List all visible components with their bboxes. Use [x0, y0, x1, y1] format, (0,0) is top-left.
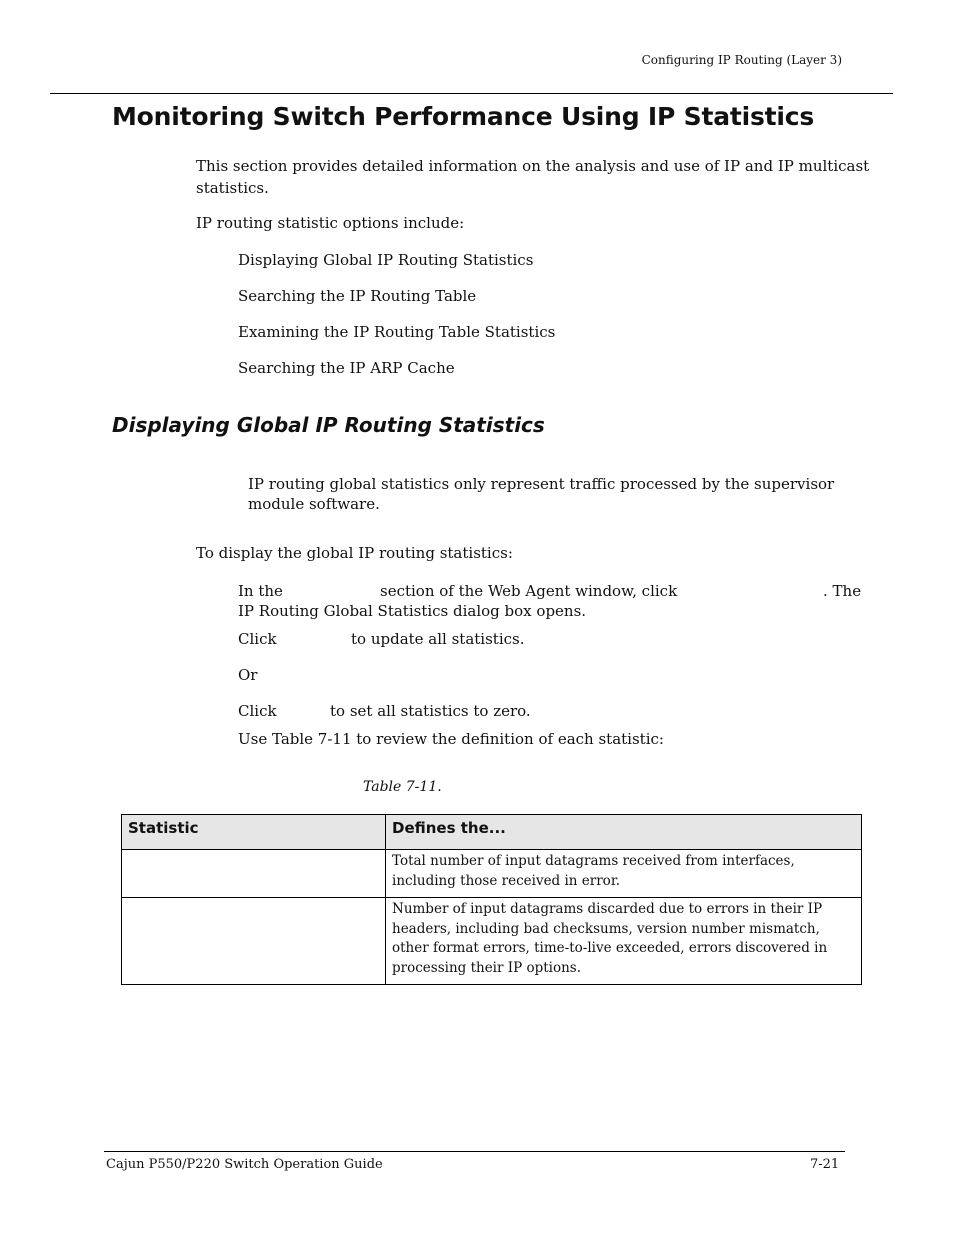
or-text: Or: [238, 666, 258, 684]
procedure-lead: To display the global IP routing statistics:: [196, 544, 513, 562]
section-title: Monitoring Switch Performance Using IP Statistics: [112, 102, 815, 131]
table-header-row: [122, 815, 862, 850]
step1-text-b: section of the Web Agent window, click: [380, 582, 678, 600]
table-row: [122, 850, 862, 898]
running-head: Configuring IP Routing (Layer 3): [641, 53, 842, 67]
step1-text-line2: IP Routing Global Statistics dialog box opens.: [238, 602, 587, 620]
step2-text-a: Click: [238, 630, 277, 648]
step2-text-b: to update all statistics.: [351, 630, 525, 648]
option-item: Displaying Global IP Routing Statistics: [238, 251, 534, 269]
header-rule: [50, 93, 893, 94]
definition-cell: Number of input datagrams discarded due to errors in their IP headers, including bad checksums, version number mismatch, other format errors, time-to-live exceeded, errors discovered in processing their IP options.: [386, 898, 862, 985]
footer-guide-title: Cajun P550/P220 Switch Operation Guide: [106, 1157, 383, 1172]
footer-rule: [104, 1151, 845, 1152]
step1-text-a: In the: [238, 582, 283, 600]
note-text: IP routing global statistics only represent traffic processed by the supervisor module software.: [248, 475, 835, 513]
intro-paragraph: This section provides detailed information on the analysis and use of IP and IP multicast statistics.: [196, 157, 870, 197]
column-header-statistic: Statistic: [122, 815, 386, 850]
statistics-table: [121, 814, 862, 985]
step4-text: Use Table 7-11 to review the definition of each statistic:: [238, 730, 664, 748]
option-item: Examining the IP Routing Table Statistics: [238, 323, 556, 341]
column-header-definition: Defines the...: [386, 815, 862, 850]
option-item: Searching the IP Routing Table: [238, 287, 477, 305]
step1-text-c: . The: [823, 582, 862, 600]
step3-text-a: Click: [238, 702, 277, 720]
options-lead: IP routing statistic options include:: [196, 214, 465, 232]
statistic-cell: [122, 898, 386, 985]
table-row: [122, 898, 862, 985]
definition-cell: Total number of input datagrams received from interfaces, including those received in error.: [386, 850, 862, 898]
statistic-cell: [122, 850, 386, 898]
option-item: Searching the IP ARP Cache: [238, 359, 455, 377]
step3-text-b: to set all statistics to zero.: [330, 702, 531, 720]
footer-page-number: 7-21: [810, 1157, 840, 1172]
table-caption: Table 7-11.: [363, 779, 442, 795]
subsection-title: Displaying Global IP Routing Statistics: [112, 413, 545, 437]
